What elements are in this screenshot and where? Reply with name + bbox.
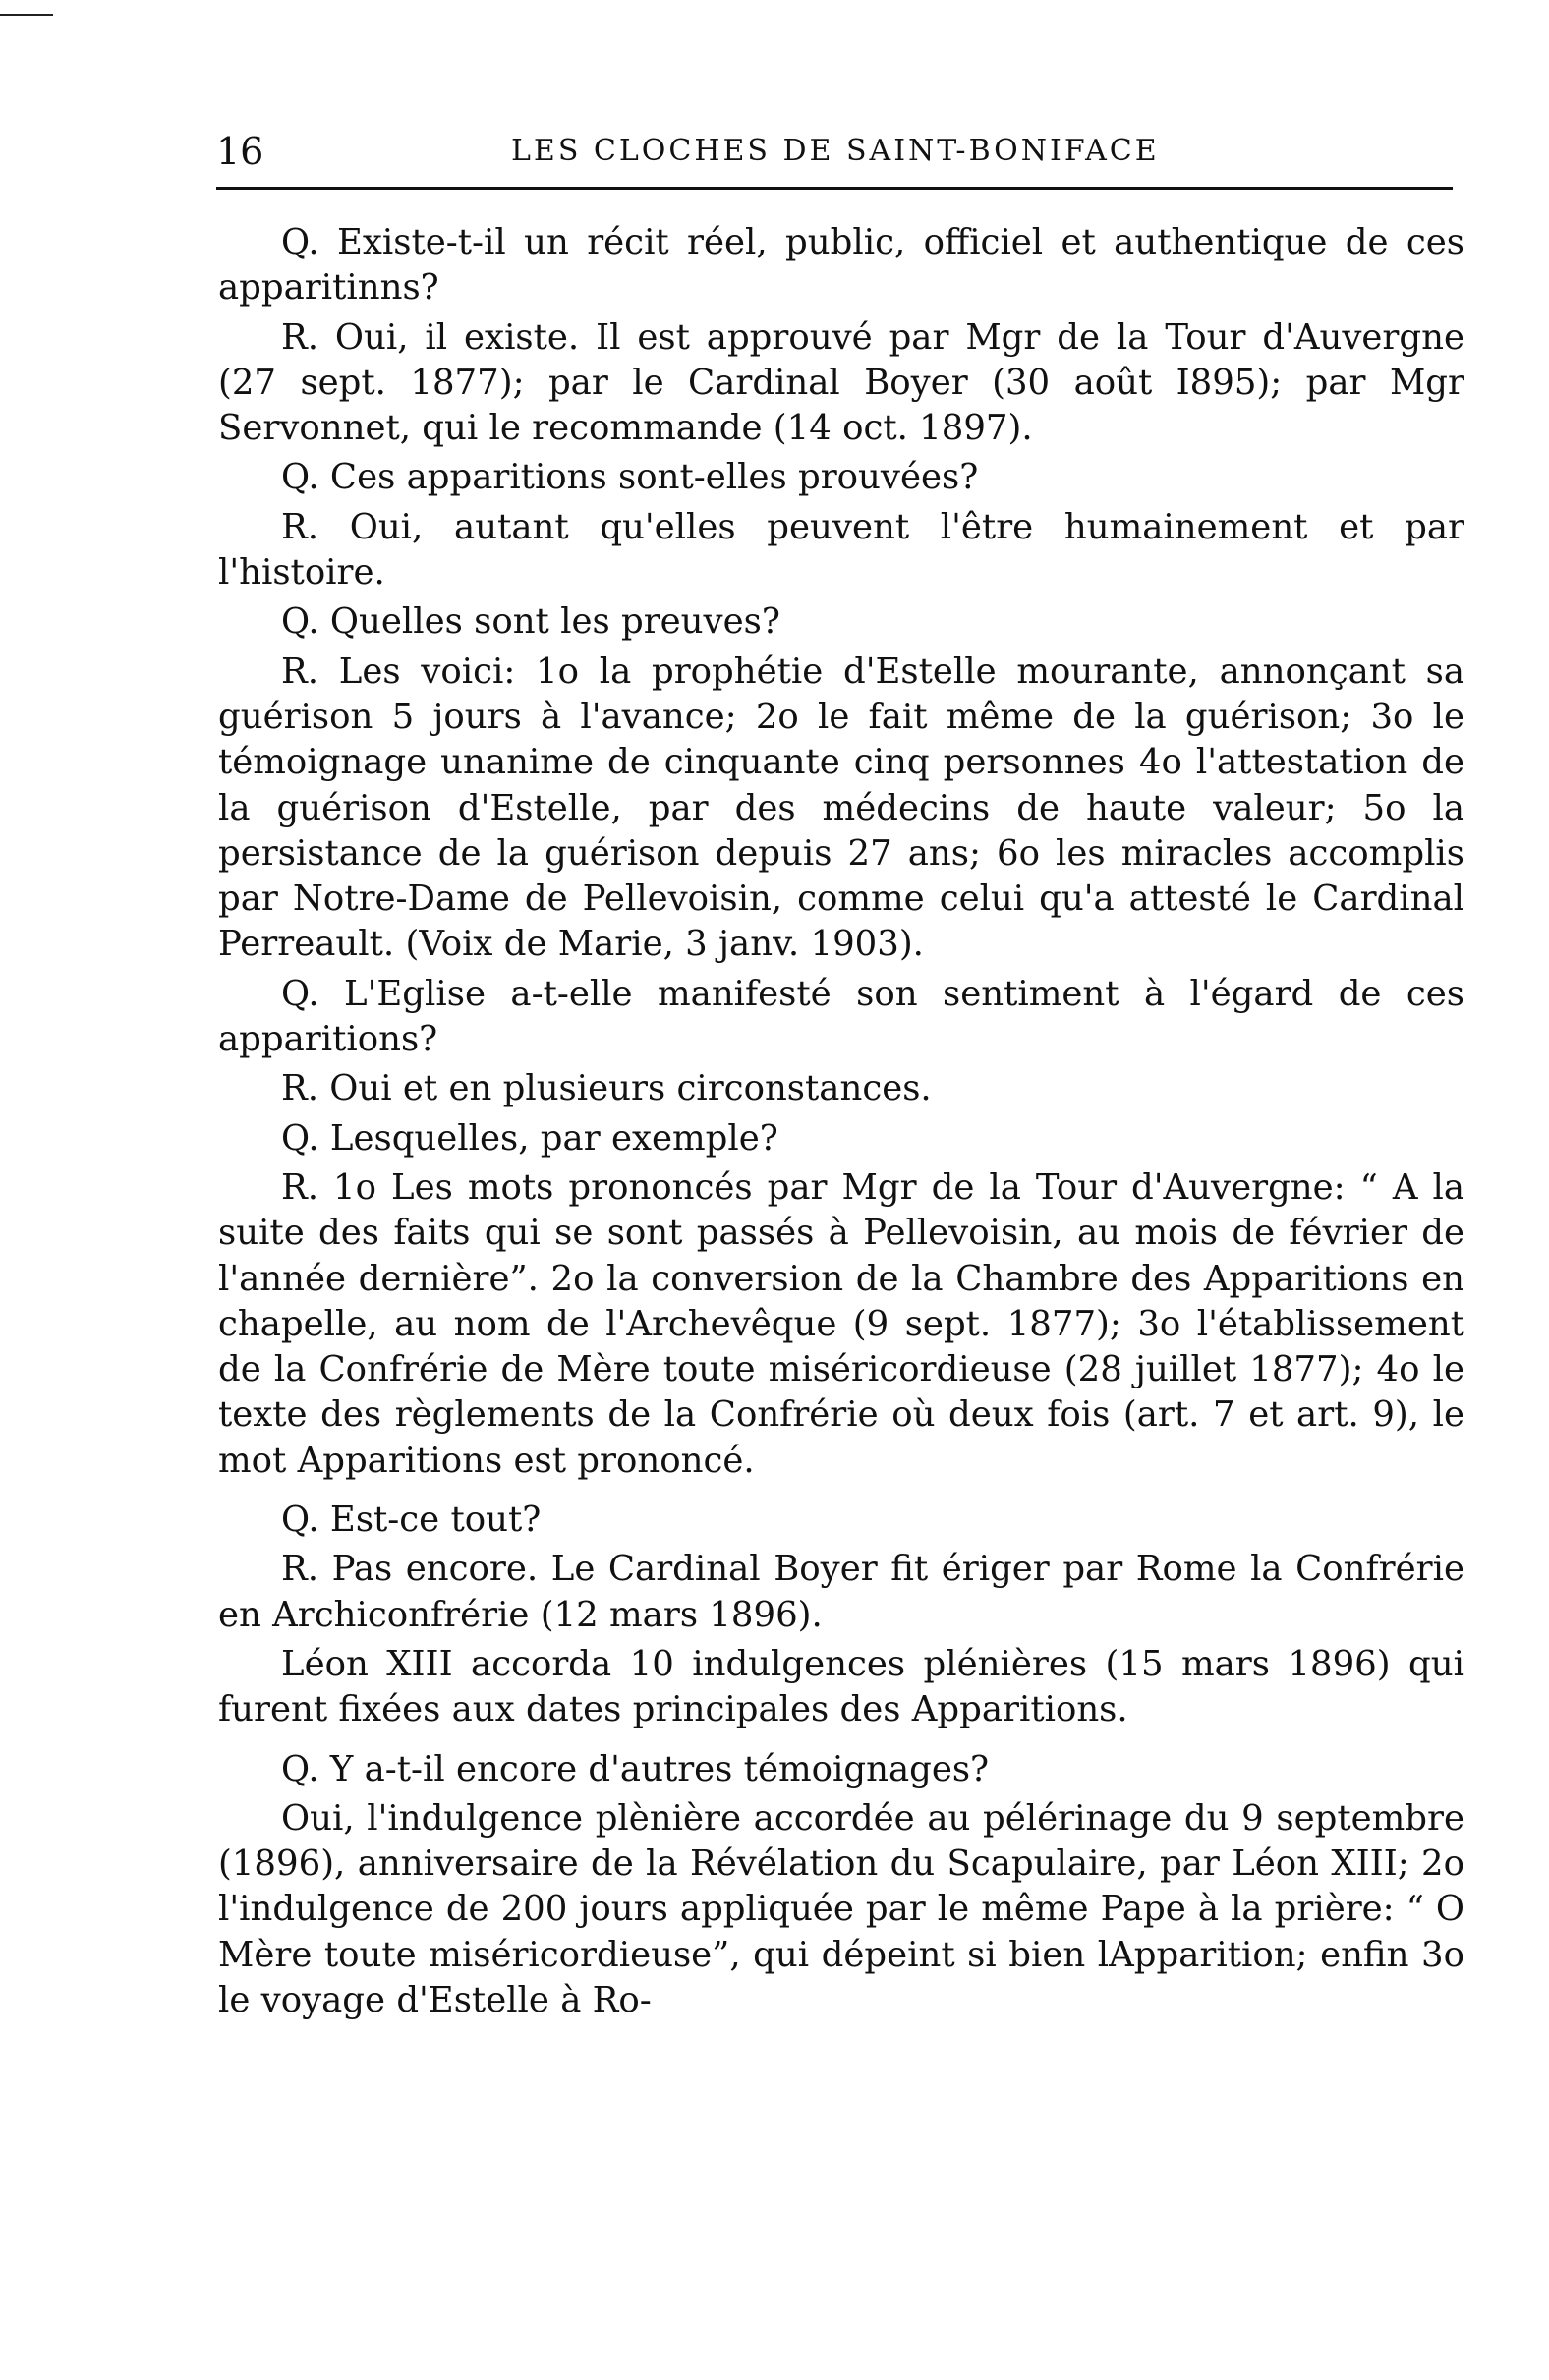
paragraph-question-6: Q. Est-ce tout? — [281, 1500, 542, 1541]
paragraph-answer-2: R. Oui, autant qu'elles peuvent l'être humainement et par l'histoire. — [218, 506, 1464, 594]
header-rule — [216, 187, 1453, 190]
running-title: LES CLOCHES DE SAINT-BONIFACE — [511, 134, 1160, 168]
paragraph-indulgences: Léon XIII accorda 10 indulgences plénières (15 mars 1896) qui furent fixées aux dates principales des Apparitions. — [218, 1643, 1464, 1730]
paragraph-question-2: Q. Ces apparitions sont-elles prouvées? — [281, 457, 979, 498]
paragraph-answer-5: R. 1o Les mots prononcés par Mgr de la Tour d'Auvergne: “ A la suite des faits qui se sont passés à Pellevoisin, au mois de février de l'année dernière”. 2o la conversion de la Chambre des Apparitions en chapelle, au nom de l'Archevêque (9 sept. 1877); 3o l'établissement de la Confrérie de Mère toute miséricordieuse (28 juillet 1877); 4o le texte des règlements de la Confrérie où deux fois (art. 7 et art. 9), le mot Apparitions est prononcé. — [218, 1166, 1464, 1481]
paragraph-answer-1: R. Oui, il existe. Il est approuvé par Mgr de la Tour d'Auvergne (27 sept. 1877); par le Cardinal Boyer (30 août I895); par Mgr Servonnet, qui le recommande (14 oct. 1897). — [218, 316, 1464, 449]
paragraph-answer-4: R. Oui et en plusieurs circonstances. — [281, 1068, 932, 1109]
paragraph-question-5: Q. Lesquelles, par exemple? — [281, 1117, 778, 1159]
paragraph-question-4: Q. L'Eglise a-t-elle manifesté son sentiment à l'égard de ces apparitions? — [218, 973, 1464, 1060]
paragraph-question-7: Q. Y a-t-il encore d'autres témoignages? — [281, 1748, 990, 1789]
paragraph-question-1: Q. Existe-t-il un récit réel, public, officiel et authentique de ces apparitinns? — [218, 222, 1464, 309]
corner-scan-mark — [0, 14, 53, 16]
paragraph-answer-6: R. Pas encore. Le Cardinal Boyer fit ériger par Rome la Confrérie en Archiconfrérie (12 mars 1896). — [218, 1549, 1464, 1635]
page-number: 16 — [216, 130, 264, 173]
paragraph-answer-7: Oui, l'indulgence plènière accordée au pélérinage du 9 septembre (1896), anniversaire de la Révélation du Scapulaire, par Léon XIII; 2o l'indulgence de 200 jours appliquée par le même Pape à la prière: “ O Mère toute miséricordieuse”, qui dépeint si bien lApparition; enfin 3o le voyage d'Estelle à Ro- — [218, 1797, 1464, 2020]
paragraph-question-3: Q. Quelles sont les preuves? — [281, 601, 780, 643]
body-text — [218, 220, 1464, 2027]
page-header — [216, 130, 1474, 185]
paragraph-answer-3: R. Les voici: 1o la prophétie d'Estelle mourante, annonçant sa guérison 5 jours à l'avance; 2o le fait même de la guérison; 3o le témoignage unanime de cinquante cinq personnes 4o l'attestation de la guérison d'Estelle, par des médecins de haute valeur; 5o la persistance de la guérison depuis 27 ans; 6o les miracles accomplis par Notre-Dame de Pellevoisin, comme celui qu'a attesté le Cardinal Perreault. (Voix de Marie, 3 janv. 1903). — [218, 651, 1464, 965]
